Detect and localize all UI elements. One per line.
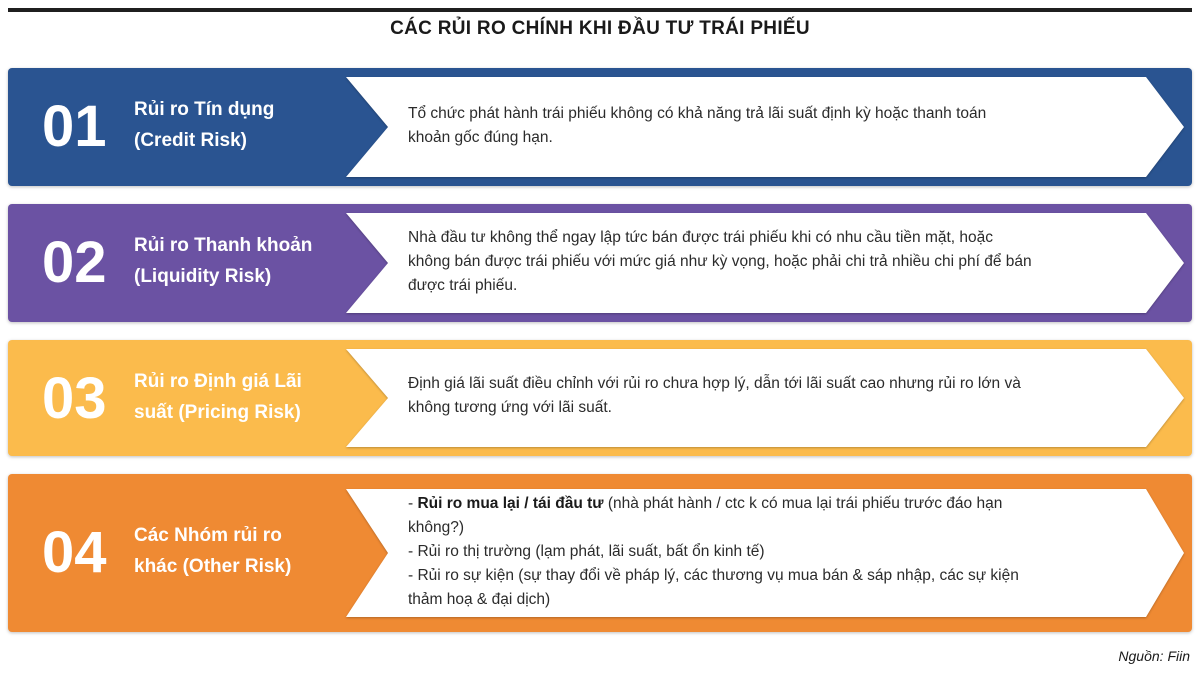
risk-name [134, 94, 349, 156]
risk-band-other [8, 474, 1192, 632]
risk-name [134, 230, 349, 292]
desc-bullet: - [408, 495, 418, 512]
risk-description [408, 492, 1128, 612]
risk-name-line1: Rủi ro Thanh khoản [134, 235, 313, 256]
risk-name-line2: (Liquidity Risk) [134, 266, 272, 287]
desc-bold-term: Rủi ro mua lại / tái đầu tư [417, 495, 604, 512]
desc-line: thảm hoạ & đại dịch) [408, 591, 551, 608]
risk-name [134, 520, 349, 582]
desc-line: Định giá lãi suất điều chỉnh với rủi ro chưa hợp lý, dẫn tới lãi suất cao nhưng rủi ro lớn và [408, 375, 1021, 392]
risk-band-pricing [8, 340, 1192, 456]
risk-name-line1: Rủi ro Định giá Lãi [134, 371, 302, 392]
risk-number: 01 [42, 94, 107, 159]
desc-line: - Rủi ro thị trường (lạm phát, lãi suất, bất ổn kinh tế) [408, 543, 765, 560]
risk-number: 04 [42, 520, 107, 585]
desc-text: (nhà phát hành / ctc k có mua lại trái phiếu trước đáo hạn [603, 495, 1003, 512]
desc-line: không tương ứng với lãi suất. [408, 399, 612, 416]
risk-band-credit [8, 68, 1192, 186]
desc-line: không bán được trái phiếu với mức giá như kỳ vọng, hoặc phải chi trả nhiều chi phí để bán [408, 253, 1032, 270]
risk-number: 02 [42, 230, 107, 295]
risk-description [408, 102, 1128, 150]
desc-line [408, 492, 1128, 516]
desc-line: - Rủi ro sự kiện (sự thay đổi về pháp lý, các thương vụ mua bán & sáp nhập, các sự kiện [408, 567, 1019, 584]
desc-line: Tổ chức phát hành trái phiếu không có khả năng trả lãi suất định kỳ hoặc thanh toán [408, 105, 987, 122]
source-note: Nguồn: Fiin [1118, 648, 1190, 664]
risk-name-line2: (Credit Risk) [134, 130, 247, 151]
desc-line: khoản gốc đúng hạn. [408, 129, 553, 146]
risk-band-liquidity [8, 204, 1192, 322]
risk-name-line1: Các Nhóm rủi ro [134, 525, 282, 546]
top-rule [8, 8, 1192, 12]
risk-name-line1: Rủi ro Tín dụng [134, 99, 275, 120]
risk-description [408, 226, 1128, 298]
risk-name-line2: khác (Other Risk) [134, 556, 292, 577]
diagram-title: CÁC RỦI RO CHÍNH KHI ĐẦU TƯ TRÁI PHIẾU [390, 18, 810, 39]
risk-name-line2: suất (Pricing Risk) [134, 402, 301, 423]
risk-description [408, 372, 1128, 420]
risk-number: 03 [42, 366, 107, 431]
desc-line: Nhà đầu tư không thể ngay lập tức bán được trái phiếu khi có nhu cầu tiền mặt, hoặc [408, 229, 994, 246]
risk-name [134, 366, 349, 428]
desc-line: được trái phiếu. [408, 277, 518, 294]
desc-line: không?) [408, 519, 465, 536]
